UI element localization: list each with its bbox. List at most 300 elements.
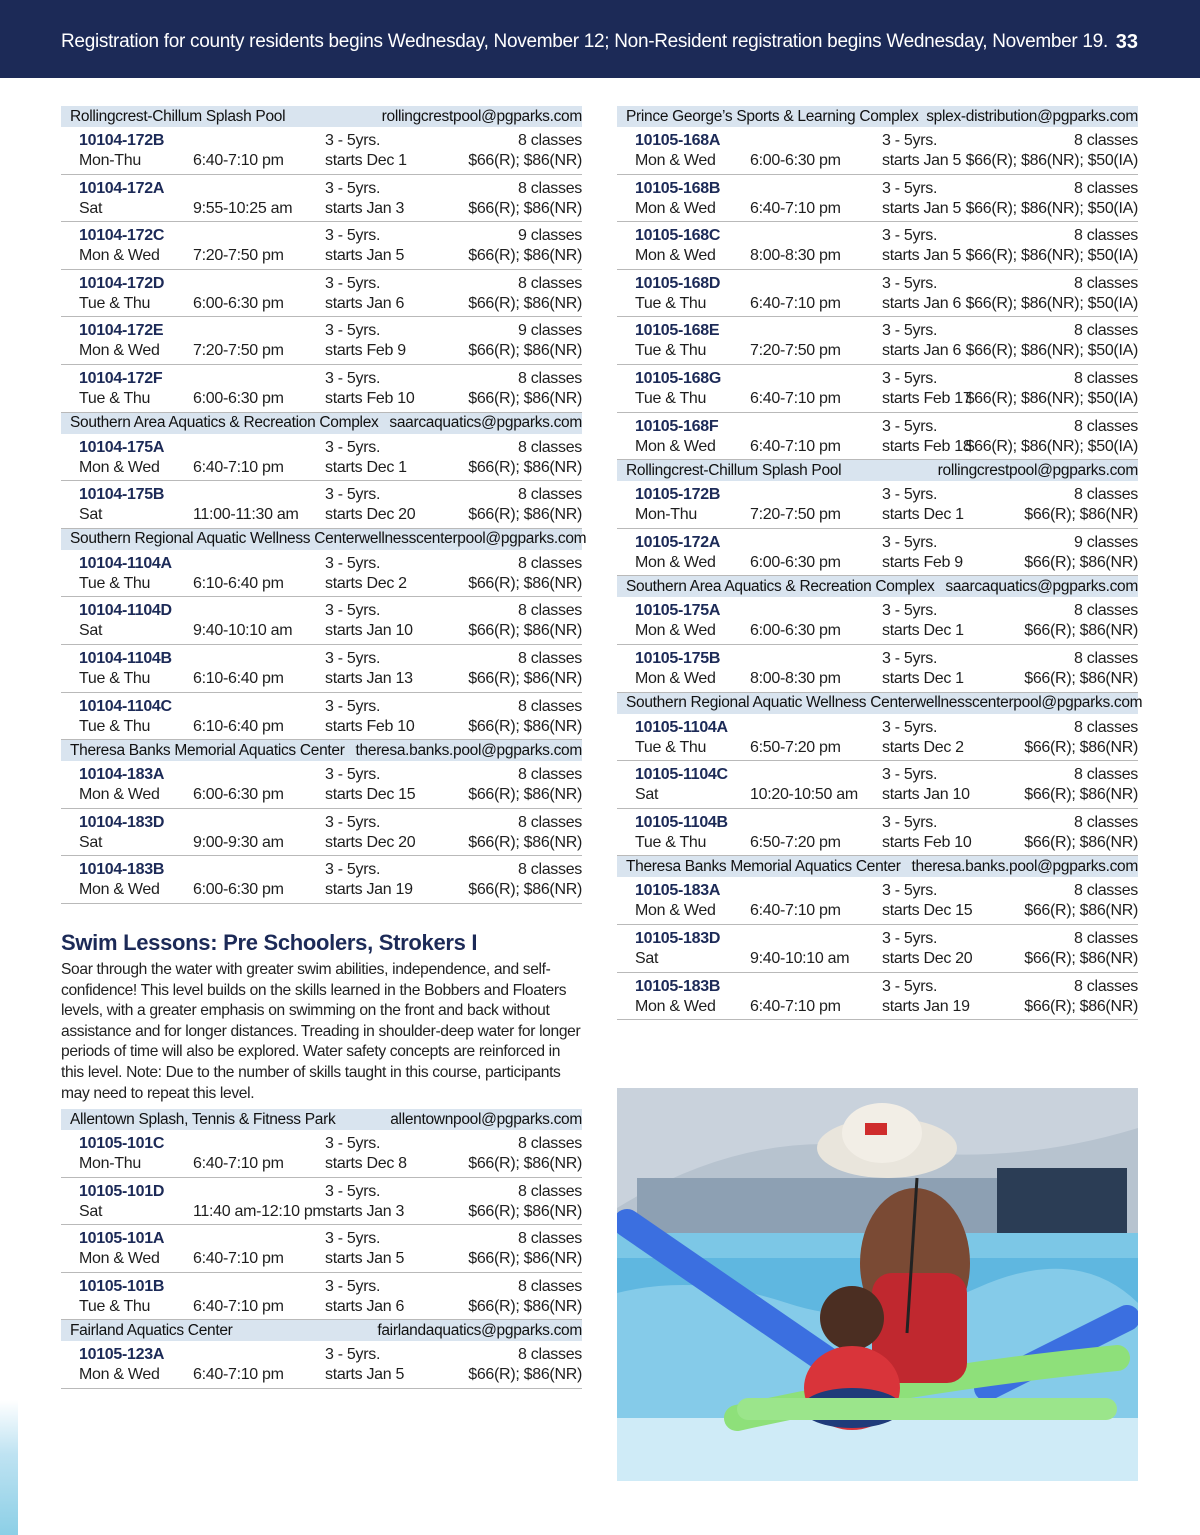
- class-row: [617, 809, 1138, 857]
- class-row: [61, 175, 582, 223]
- class-fee: $66(R); $86(NR): [468, 1155, 582, 1172]
- class-fee: $66(R); $86(NR): [468, 717, 582, 735]
- class-start: starts Jan 5: [325, 1366, 405, 1384]
- class-age: 3 - 5yrs.: [882, 533, 938, 551]
- class-start: starts Jan 6: [882, 294, 962, 312]
- venue-header: [61, 529, 587, 550]
- class-fee: $66(R); $86(NR): [468, 199, 582, 217]
- class-code: 10105-183A: [635, 882, 721, 900]
- class-time: 6:40-7:10 pm: [750, 902, 841, 920]
- class-count: 8 classes: [1074, 486, 1138, 504]
- class-row: [61, 365, 582, 413]
- class-start: starts Feb 17: [882, 389, 972, 407]
- class-age: 3 - 5yrs.: [882, 602, 938, 620]
- venue-name: Southern Regional Aquatic Wellness Center: [626, 694, 915, 712]
- class-days: Mon & Wed: [79, 881, 160, 899]
- class-count: 8 classes: [1074, 813, 1138, 831]
- class-row: [61, 1178, 582, 1226]
- class-start: starts Dec 15: [325, 786, 416, 804]
- class-count: 8 classes: [518, 813, 582, 831]
- class-count: 8 classes: [518, 274, 582, 292]
- class-days: Mon & Wed: [635, 247, 716, 265]
- class-code: 10104-172A: [79, 179, 165, 197]
- class-time: 6:40-7:10 pm: [193, 458, 284, 476]
- class-code: 10104-183B: [79, 861, 165, 879]
- page-number: 33: [1115, 31, 1138, 53]
- class-days: Mon & Wed: [635, 553, 716, 571]
- class-count: 8 classes: [1074, 179, 1138, 197]
- venue-name: Theresa Banks Memorial Aquatics Center: [70, 741, 345, 759]
- class-code: 10104-172C: [79, 227, 165, 245]
- class-age: 3 - 5yrs.: [325, 861, 381, 879]
- class-time: 7:20-7:50 pm: [193, 342, 284, 360]
- class-days: Mon & Wed: [79, 786, 160, 804]
- class-start: starts Jan 6: [882, 342, 962, 360]
- class-count: 9 classes: [518, 227, 582, 245]
- venue-header: [61, 413, 582, 434]
- class-fee: $66(R); $86(NR); $50(IA): [965, 199, 1138, 217]
- class-age: 3 - 5yrs.: [325, 1135, 381, 1152]
- class-age: 3 - 5yrs.: [325, 1182, 381, 1200]
- class-time: 9:40-10:10 am: [750, 949, 850, 967]
- page-edge-decoration: [0, 1400, 18, 1535]
- class-count: 8 classes: [518, 1182, 582, 1200]
- class-days: Sat: [635, 786, 659, 804]
- venue-name: Southern Area Aquatics & Recreation Complex: [626, 577, 935, 595]
- class-code: 10105-168G: [635, 369, 721, 387]
- class-code: 10105-168F: [635, 417, 719, 435]
- class-time: 6:40-7:10 pm: [750, 294, 841, 312]
- class-fee: $66(R); $86(NR): [1024, 553, 1138, 571]
- venue-header: [61, 106, 582, 127]
- class-start: starts Dec 2: [325, 574, 407, 592]
- venue-email: fairlandaquatics@pgparks.com: [377, 1321, 582, 1339]
- class-row: [617, 761, 1138, 809]
- class-days: Sat: [635, 949, 659, 967]
- class-start: starts Jan 10: [882, 786, 970, 804]
- class-row: [61, 597, 582, 645]
- class-row: [61, 1225, 582, 1273]
- venue-name: Rollingcrest-Chillum Splash Pool: [626, 461, 842, 479]
- class-time: 9:00-9:30 am: [193, 833, 284, 851]
- class-age: 3 - 5yrs.: [325, 554, 381, 572]
- class-row: [617, 270, 1138, 318]
- class-fee: $66(R); $86(NR): [468, 247, 582, 265]
- class-count: 8 classes: [518, 1277, 582, 1295]
- class-time: 6:40-7:10 pm: [750, 389, 841, 407]
- class-age: 3 - 5yrs.: [882, 929, 938, 947]
- class-start: starts Dec 1: [325, 458, 407, 476]
- venue-email: theresa.banks.pool@pgparks.com: [355, 741, 582, 759]
- venue-header: [61, 1320, 582, 1341]
- class-days: Sat: [79, 506, 103, 524]
- class-time: 11:00-11:30 am: [193, 506, 299, 524]
- class-fee: $66(R); $86(NR); $50(IA): [965, 294, 1138, 312]
- class-time: 6:00-6:30 pm: [193, 389, 284, 407]
- class-fee: $66(R); $86(NR): [468, 389, 582, 407]
- class-time: 6:00-6:30 pm: [193, 294, 284, 312]
- class-age: 3 - 5yrs.: [882, 718, 938, 736]
- class-count: 8 classes: [1074, 718, 1138, 736]
- schedule-column-left-top: [61, 106, 587, 904]
- class-age: 3 - 5yrs.: [882, 813, 938, 831]
- class-row: [61, 270, 582, 318]
- class-age: 3 - 5yrs.: [325, 1346, 381, 1364]
- class-fee: $66(R); $86(NR): [1024, 669, 1138, 687]
- class-days: Mon & Wed: [79, 458, 160, 476]
- class-count: 8 classes: [1074, 417, 1138, 435]
- class-start: starts Jan 3: [325, 199, 405, 217]
- class-row: [617, 597, 1138, 645]
- class-time: 6:40-7:10 pm: [193, 1250, 284, 1268]
- class-code: 10105-168A: [635, 132, 721, 149]
- class-code: 10104-1104C: [79, 697, 172, 715]
- class-start: starts Dec 20: [325, 506, 416, 524]
- class-start: starts Jan 13: [325, 669, 413, 687]
- class-row: [617, 529, 1138, 577]
- course-section: [61, 930, 582, 1104]
- class-time: 6:00-6:30 pm: [750, 622, 841, 640]
- class-fee: $66(R); $86(NR): [1024, 997, 1138, 1015]
- venue-email: splex-distribution@pgparks.com: [926, 107, 1138, 125]
- class-days: Tue & Thu: [635, 389, 707, 407]
- class-age: 3 - 5yrs.: [882, 369, 938, 387]
- class-days: Tue & Thu: [79, 294, 151, 312]
- class-days: Mon & Wed: [635, 152, 716, 169]
- class-age: 3 - 5yrs.: [882, 322, 938, 340]
- class-time: 6:00-6:30 pm: [193, 881, 284, 899]
- venue-header: [617, 106, 1138, 127]
- class-start: starts Dec 1: [882, 506, 964, 524]
- class-age: 3 - 5yrs.: [325, 1230, 381, 1248]
- class-count: 8 classes: [518, 1346, 582, 1364]
- class-time: 9:55-10:25 am: [193, 199, 293, 217]
- class-fee: $66(R); $86(NR): [468, 833, 582, 851]
- class-days: Mon & Wed: [79, 342, 160, 360]
- class-time: 6:00-6:30 pm: [750, 152, 841, 169]
- class-code: 10105-1104A: [635, 718, 728, 736]
- class-age: 3 - 5yrs.: [325, 132, 381, 149]
- class-count: 8 classes: [518, 1135, 582, 1152]
- class-start: starts Dec 8: [325, 1155, 407, 1172]
- class-fee: $66(R); $86(NR); $50(IA): [965, 389, 1138, 407]
- venue-name: Theresa Banks Memorial Aquatics Center: [626, 857, 901, 875]
- schedule-column-left-bottom: [61, 1109, 582, 1389]
- class-time: 6:40-7:10 pm: [750, 199, 841, 217]
- class-age: 3 - 5yrs.: [325, 274, 381, 292]
- venue-email: wellnesscenterpool@pgparks.com: [914, 694, 1143, 712]
- class-days: Sat: [79, 833, 103, 851]
- class-row: [61, 481, 582, 529]
- class-start: starts Feb 9: [882, 553, 963, 571]
- class-count: 8 classes: [518, 486, 582, 504]
- course-title: Swim Lessons: Pre Schoolers, Strokers I: [61, 930, 478, 955]
- class-start: starts Jan 6: [325, 1297, 405, 1315]
- class-fee: $66(R); $86(NR): [468, 622, 582, 640]
- class-age: 3 - 5yrs.: [325, 322, 381, 340]
- venue-email: rollingcrestpool@pgparks.com: [937, 461, 1138, 479]
- class-code: 10104-175A: [79, 438, 165, 456]
- class-fee: $66(R); $86(NR): [1024, 622, 1138, 640]
- class-start: starts Jan 5: [882, 199, 962, 217]
- class-count: 8 classes: [518, 369, 582, 387]
- class-time: 6:10-6:40 pm: [193, 669, 284, 687]
- class-age: 3 - 5yrs.: [882, 882, 938, 900]
- class-age: 3 - 5yrs.: [325, 179, 381, 197]
- class-fee: $66(R); $86(NR): [468, 1297, 582, 1315]
- class-code: 10105-1104B: [635, 813, 728, 831]
- class-days: Sat: [79, 622, 103, 640]
- class-time: 6:10-6:40 pm: [193, 717, 284, 735]
- class-fee: $66(R); $86(NR): [468, 786, 582, 804]
- class-row: [617, 973, 1138, 1021]
- class-row: [617, 222, 1138, 270]
- class-age: 3 - 5yrs.: [325, 766, 381, 784]
- class-code: 10105-168D: [635, 274, 721, 292]
- class-row: [61, 693, 582, 741]
- class-fee: $66(R); $86(NR): [468, 458, 582, 476]
- class-row: [61, 317, 582, 365]
- class-start: starts Feb 10: [325, 717, 415, 735]
- class-age: 3 - 5yrs.: [325, 438, 381, 456]
- course-description: Soar through the water with greater swim abilities, independence, and self-confidence! This level builds on the skills learned in the Bobbers and Floaters levels, with a greater emphasis on swimming on the front and back without assistance and for longer distances. Treading in shoulder-deep water for longer periods of time will also be explored. Water safety concepts are reinforced in this level. Note: Due to the number of skills taught in this course, participants may need to repeat this level.: [61, 961, 581, 1102]
- class-fee: $66(R); $86(NR): [468, 342, 582, 360]
- class-code: 10104-172D: [79, 274, 165, 292]
- class-row: [61, 1341, 582, 1389]
- class-days: Sat: [79, 1202, 103, 1220]
- class-age: 3 - 5yrs.: [325, 649, 381, 667]
- class-start: starts Dec 2: [882, 738, 964, 756]
- class-start: starts Feb 18: [882, 437, 972, 455]
- class-start: starts Jan 19: [325, 881, 413, 899]
- class-count: 8 classes: [518, 766, 582, 784]
- class-fee: $66(R); $86(NR): [468, 669, 582, 687]
- venue-email: saarcaquatics@pgparks.com: [389, 414, 582, 432]
- class-row: [61, 1130, 582, 1178]
- class-count: 8 classes: [1074, 274, 1138, 292]
- class-code: 10104-175B: [79, 486, 165, 504]
- swim-lesson-photo: [617, 1088, 1138, 1481]
- class-time: 6:00-6:30 pm: [193, 786, 284, 804]
- class-start: starts Dec 1: [882, 622, 964, 640]
- class-code: 10104-172F: [79, 369, 163, 387]
- class-start: starts Dec 1: [882, 669, 964, 687]
- class-count: 8 classes: [518, 697, 582, 715]
- class-start: starts Feb 10: [882, 833, 972, 851]
- class-time: 6:00-6:30 pm: [750, 553, 841, 571]
- class-time: 6:40-7:10 pm: [193, 1366, 284, 1384]
- class-code: 10104-172B: [79, 132, 165, 149]
- venue-name: Fairland Aquatics Center: [70, 1321, 233, 1339]
- class-age: 3 - 5yrs.: [325, 227, 381, 245]
- class-start: starts Jan 5: [325, 1250, 405, 1268]
- class-row: [61, 434, 582, 482]
- class-row: [61, 550, 582, 598]
- class-row: [617, 714, 1138, 762]
- class-days: Tue & Thu: [79, 669, 151, 687]
- instructor-and-child-illustration: [617, 1088, 1138, 1481]
- registration-banner: [0, 0, 1200, 78]
- class-row: [61, 645, 582, 693]
- class-age: 3 - 5yrs.: [882, 486, 938, 504]
- class-code: 10104-1104D: [79, 602, 172, 620]
- class-count: 8 classes: [518, 554, 582, 572]
- class-start: starts Dec 1: [325, 152, 407, 169]
- class-days: Mon & Wed: [635, 902, 716, 920]
- class-count: 8 classes: [1074, 977, 1138, 995]
- class-days: Mon & Wed: [79, 1250, 160, 1268]
- class-row: [61, 1273, 582, 1321]
- class-fee: $66(R); $86(NR): [468, 294, 582, 312]
- class-time: 7:20-7:50 pm: [750, 342, 841, 360]
- class-days: Tue & Thu: [79, 717, 151, 735]
- class-start: starts Feb 9: [325, 342, 406, 360]
- venue-header: [617, 693, 1143, 714]
- class-code: 10105-168E: [635, 322, 720, 340]
- class-age: 3 - 5yrs.: [882, 179, 938, 197]
- class-time: 7:20-7:50 pm: [193, 247, 284, 265]
- registration-message: Registration for county residents begins Wednesday, November 12; Non-Resident registration begins Wednesday, November 19.: [61, 31, 1108, 52]
- class-fee: $66(R); $86(NR): [1024, 902, 1138, 920]
- class-start: starts Jan 3: [325, 1202, 405, 1220]
- class-days: Mon & Wed: [635, 622, 716, 640]
- class-code: 10105-172A: [635, 533, 721, 551]
- class-count: 8 classes: [1074, 929, 1138, 947]
- class-row: [617, 877, 1138, 925]
- class-start: starts Jan 5: [882, 152, 962, 169]
- venue-email: rollingcrestpool@pgparks.com: [381, 107, 582, 125]
- class-fee: $66(R); $86(NR): [468, 152, 582, 169]
- class-days: Mon & Wed: [635, 199, 716, 217]
- class-time: 6:10-6:40 pm: [193, 574, 284, 592]
- class-age: 3 - 5yrs.: [882, 274, 938, 292]
- class-code: 10105-168B: [635, 179, 721, 197]
- venue-header: [617, 576, 1138, 597]
- class-age: 3 - 5yrs.: [882, 227, 938, 245]
- class-age: 3 - 5yrs.: [325, 1277, 381, 1295]
- class-count: 8 classes: [518, 861, 582, 879]
- class-time: 6:50-7:20 pm: [750, 833, 841, 851]
- class-row: [617, 645, 1138, 693]
- class-code: 10104-183A: [79, 766, 165, 784]
- class-days: Tue & Thu: [635, 342, 707, 360]
- class-time: 6:40-7:10 pm: [750, 437, 841, 455]
- class-count: 8 classes: [518, 132, 582, 149]
- class-age: 3 - 5yrs.: [882, 417, 938, 435]
- class-time: 7:20-7:50 pm: [750, 506, 841, 524]
- class-start: starts Dec 20: [325, 833, 416, 851]
- class-count: 8 classes: [1074, 132, 1138, 149]
- class-row: [61, 856, 582, 904]
- class-fee: $66(R); $86(NR): [468, 1202, 582, 1220]
- class-start: starts Jan 19: [882, 997, 970, 1015]
- venue-email: saarcaquatics@pgparks.com: [945, 577, 1138, 595]
- class-time: 6:40-7:10 pm: [193, 152, 284, 169]
- class-time: 10:20-10:50 am: [750, 786, 858, 804]
- class-count: 8 classes: [1074, 649, 1138, 667]
- class-count: 8 classes: [1074, 766, 1138, 784]
- class-age: 3 - 5yrs.: [325, 813, 381, 831]
- class-row: [61, 761, 582, 809]
- class-row: [617, 925, 1138, 973]
- class-count: 8 classes: [518, 649, 582, 667]
- class-days: Mon-Thu: [635, 506, 697, 524]
- class-days: Tue & Thu: [635, 738, 707, 756]
- class-code: 10104-183D: [79, 813, 165, 831]
- class-count: 8 classes: [518, 1230, 582, 1248]
- class-time: 11:40 am-12:10 pm: [193, 1202, 326, 1220]
- class-code: 10104-1104A: [79, 554, 172, 572]
- class-time: 8:00-8:30 pm: [750, 669, 841, 687]
- venue-header: [617, 856, 1138, 877]
- class-fee: $66(R); $86(NR): [1024, 738, 1138, 756]
- class-start: starts Dec 15: [882, 902, 973, 920]
- class-days: Mon & Wed: [635, 997, 716, 1015]
- class-age: 3 - 5yrs.: [882, 766, 938, 784]
- class-code: 10105-172B: [635, 486, 721, 504]
- class-row: [61, 222, 582, 270]
- venue-name: Southern Area Aquatics & Recreation Complex: [70, 414, 379, 432]
- class-age: 3 - 5yrs.: [325, 486, 381, 504]
- class-fee: $66(R); $86(NR); $50(IA): [965, 342, 1138, 360]
- class-fee: $66(R); $86(NR): [468, 506, 582, 524]
- class-code: 10105-1104C: [635, 766, 728, 784]
- venue-header: [61, 740, 582, 761]
- class-start: starts Dec 20: [882, 949, 973, 967]
- class-count: 8 classes: [518, 179, 582, 197]
- class-fee: $66(R); $86(NR): [468, 1366, 582, 1384]
- class-age: 3 - 5yrs.: [325, 697, 381, 715]
- class-start: starts Jan 5: [325, 247, 405, 265]
- class-code: 10105-123A: [79, 1346, 165, 1364]
- class-days: Tue & Thu: [635, 294, 707, 312]
- class-age: 3 - 5yrs.: [882, 649, 938, 667]
- class-fee: $66(R); $86(NR): [1024, 506, 1138, 524]
- venue-header: [617, 460, 1138, 481]
- class-age: 3 - 5yrs.: [882, 132, 938, 149]
- class-fee: $66(R); $86(NR): [1024, 949, 1138, 967]
- class-days: Tue & Thu: [79, 1297, 151, 1315]
- class-start: starts Feb 10: [325, 389, 415, 407]
- class-count: 8 classes: [1074, 602, 1138, 620]
- class-days: Mon & Wed: [635, 669, 716, 687]
- class-code: 10105-101C: [79, 1135, 165, 1152]
- class-days: Tue & Thu: [79, 574, 151, 592]
- venue-email: allentownpool@pgparks.com: [390, 1110, 582, 1128]
- class-row: [617, 175, 1138, 223]
- venue-name: Southern Regional Aquatic Wellness Center: [70, 530, 359, 548]
- class-count: 8 classes: [1074, 227, 1138, 245]
- class-start: starts Jan 10: [325, 622, 413, 640]
- class-days: Mon & Wed: [79, 247, 160, 265]
- class-code: 10105-175A: [635, 602, 721, 620]
- class-age: 3 - 5yrs.: [882, 977, 938, 995]
- class-row: [617, 481, 1138, 529]
- class-count: 8 classes: [518, 438, 582, 456]
- class-age: 3 - 5yrs.: [325, 369, 381, 387]
- class-start: starts Jan 5: [882, 247, 962, 265]
- class-days: Mon-Thu: [79, 152, 141, 169]
- class-fee: $66(R); $86(NR); $50(IA): [965, 247, 1138, 265]
- class-fee: $66(R); $86(NR): [1024, 833, 1138, 851]
- class-count: 8 classes: [1074, 882, 1138, 900]
- class-days: Mon-Thu: [79, 1155, 141, 1172]
- class-time: 6:40-7:10 pm: [193, 1297, 284, 1315]
- class-code: 10105-101A: [79, 1230, 165, 1248]
- class-row: [617, 413, 1138, 461]
- class-days: Sat: [79, 199, 103, 217]
- class-code: 10105-175B: [635, 649, 721, 667]
